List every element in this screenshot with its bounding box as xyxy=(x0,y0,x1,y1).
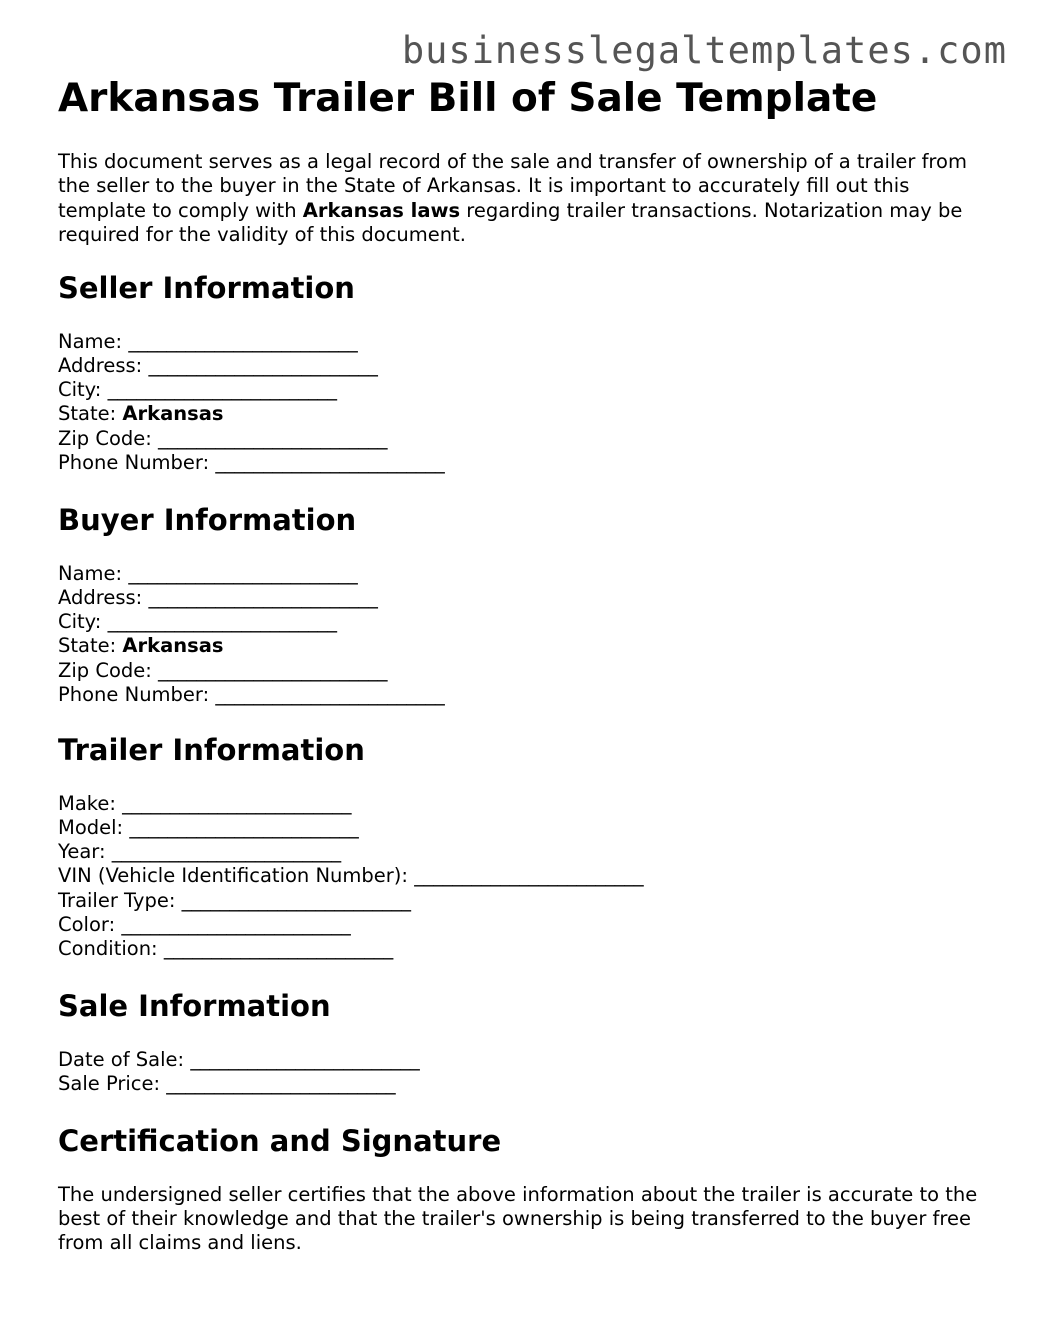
buyer-city-field[interactable] xyxy=(58,610,988,634)
trailer-year-field[interactable] xyxy=(58,840,988,864)
seller-address-field[interactable] xyxy=(58,354,988,378)
watermark: businesslegaltemplates.com xyxy=(401,29,1007,72)
field-label: Condition: xyxy=(58,937,164,961)
sale-heading: Sale Information xyxy=(58,989,331,1023)
state-value: Arkansas xyxy=(122,634,224,658)
seller-fields xyxy=(58,330,988,475)
buyer-heading: Buyer Information xyxy=(58,503,357,537)
intro-text-2: regarding trailer transactions. Notarization may be required for the validity of this document. xyxy=(58,198,963,246)
field-label: Zip Code: xyxy=(58,426,159,450)
buyer-address-field[interactable] xyxy=(58,586,988,610)
field-label: Color: xyxy=(58,912,122,936)
intro-bold-text: Arkansas laws xyxy=(302,198,461,222)
blank-line[interactable]: ________________________ xyxy=(181,888,411,912)
field-label: City: xyxy=(58,378,108,402)
intro-text-1: This document serves as a legal record of the sale and transfer of ownership of a trailer from the seller to the buyer in the State of Arkansas. It is important to accurately fill out this template to comply with xyxy=(58,150,967,222)
field-label: Zip Code: xyxy=(58,658,159,682)
trailer-section xyxy=(58,733,988,961)
field-label: Make: xyxy=(58,791,123,815)
trailer-make-field[interactable] xyxy=(58,792,988,816)
sale-section xyxy=(58,989,988,1096)
field-label: State: xyxy=(58,634,123,658)
buyer-section xyxy=(58,503,988,707)
blank-line[interactable]: ________________________ xyxy=(166,1072,396,1095)
trailer-fields xyxy=(58,792,988,961)
trailer-condition-field[interactable] xyxy=(58,937,988,961)
blank-line[interactable]: ________________________ xyxy=(122,791,352,815)
blank-line[interactable]: ________________________ xyxy=(158,426,388,450)
blank-line[interactable]: ________________________ xyxy=(414,864,644,888)
field-label: Address: xyxy=(58,586,149,609)
intro-paragraph xyxy=(58,150,988,247)
blank-line[interactable]: ________________________ xyxy=(190,1047,420,1071)
sale-fields xyxy=(58,1048,988,1096)
blank-line[interactable]: ________________________ xyxy=(148,354,378,377)
field-label: City: xyxy=(58,610,108,634)
field-label: Trailer Type: xyxy=(58,888,182,912)
buyer-name-field[interactable] xyxy=(58,562,988,586)
seller-state-field xyxy=(58,402,988,426)
blank-line[interactable]: ________________________ xyxy=(163,937,394,961)
buyer-fields xyxy=(58,562,988,707)
field-label: Address: xyxy=(58,354,149,377)
blank-line[interactable]: ________________________ xyxy=(129,816,359,839)
buyer-zip-field[interactable] xyxy=(58,659,988,683)
certification-text: The undersigned seller certifies that the above information about the trailer is accurate to the best of their knowledge and that the trailer's ownership is being transferred to the buyer free from all claims and liens. xyxy=(58,1182,978,1255)
blank-line[interactable]: ________________________ xyxy=(215,450,445,474)
blank-line[interactable]: ________________________ xyxy=(107,378,337,402)
blank-line[interactable]: ________________________ xyxy=(128,561,358,585)
blank-line[interactable]: ________________________ xyxy=(128,329,358,353)
trailer-type-field[interactable] xyxy=(58,889,988,913)
field-label: Name: xyxy=(58,561,129,585)
seller-phone-field[interactable] xyxy=(58,451,988,475)
buyer-phone-field[interactable] xyxy=(58,683,988,707)
field-label: Date of Sale: xyxy=(58,1047,191,1071)
field-label: Phone Number: xyxy=(58,450,216,474)
blank-line[interactable]: ________________________ xyxy=(148,586,378,609)
trailer-model-field[interactable] xyxy=(58,816,988,840)
seller-heading: Seller Information xyxy=(58,271,355,305)
state-value: Arkansas xyxy=(122,402,224,426)
blank-line[interactable]: ________________________ xyxy=(111,840,341,864)
seller-section xyxy=(58,271,988,475)
field-label: VIN (Vehicle Identification Number): xyxy=(58,864,415,888)
blank-line[interactable]: ________________________ xyxy=(215,682,445,706)
field-label: Model: xyxy=(58,816,130,839)
seller-name-field[interactable] xyxy=(58,330,988,354)
trailer-vin-field[interactable] xyxy=(58,864,988,888)
seller-zip-field[interactable] xyxy=(58,427,988,451)
document-title: Arkansas Trailer Bill of Sale Template xyxy=(58,76,878,121)
certification-section xyxy=(58,1124,988,1256)
trailer-heading: Trailer Information xyxy=(58,733,365,767)
blank-line[interactable]: ________________________ xyxy=(107,610,337,634)
field-label: Name: xyxy=(58,329,129,353)
field-label: Year: xyxy=(58,840,112,864)
blank-line[interactable]: ________________________ xyxy=(121,912,351,936)
buyer-state-field xyxy=(58,634,988,658)
sale-price-field[interactable] xyxy=(58,1072,988,1096)
field-label: Sale Price: xyxy=(58,1072,167,1095)
field-label: State: xyxy=(58,402,123,426)
field-label: Phone Number: xyxy=(58,682,216,706)
sale-date-field[interactable] xyxy=(58,1048,988,1072)
trailer-color-field[interactable] xyxy=(58,913,988,937)
blank-line[interactable]: ________________________ xyxy=(158,658,388,682)
seller-city-field[interactable] xyxy=(58,378,988,402)
certification-heading: Certification and Signature xyxy=(58,1124,502,1158)
